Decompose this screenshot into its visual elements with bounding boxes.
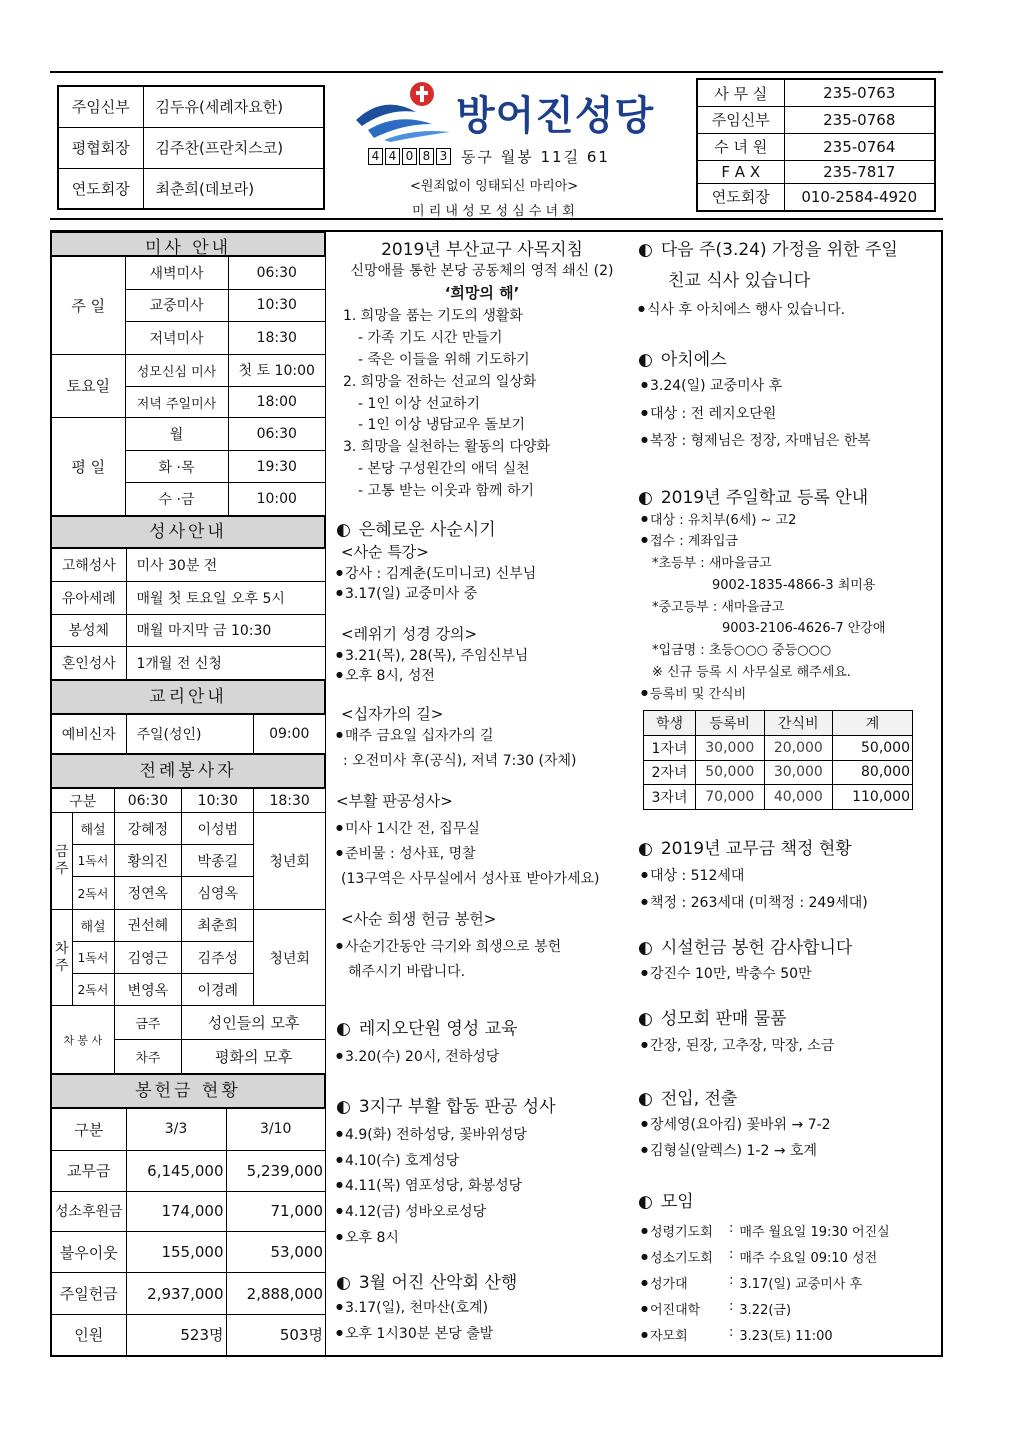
guide-line: - 죽은 이들을 위해 기도하기 xyxy=(358,352,530,368)
fee-amount: 30,000 xyxy=(696,735,765,760)
elementary-bank: *초등부 : 새마을금고 xyxy=(652,556,772,571)
contact-label: 사 무 실 xyxy=(697,79,784,107)
fee-amount: 20,000 xyxy=(764,735,833,760)
lent-title: ◐ 은혜로운 사순시기 xyxy=(336,515,496,540)
guide-line: - 본당 구성원간의 애덕 실천 xyxy=(358,461,530,477)
guide-line: - 1인 이상 냉담교우 돌보기 xyxy=(358,417,525,433)
contact-phone: 010-2584-4920 xyxy=(784,183,935,211)
server-name: 황의진 xyxy=(114,845,182,877)
meeting-time: 매주 월요일 19:30 어진실 xyxy=(739,1225,890,1240)
offering-label: 인원 xyxy=(52,1314,126,1355)
info-value: 최춘희(데보라) xyxy=(143,168,324,209)
postal-code xyxy=(368,148,451,165)
attendance-count: 523명 xyxy=(126,1314,226,1355)
meeting-group: ● 성소기도회 xyxy=(641,1247,729,1273)
district-line: ● 4.10(수) 호계성당 xyxy=(336,1150,459,1170)
elementary-account: 9002-1835-4866-3 최미용 xyxy=(712,578,876,593)
hiking-title: ◐ 3월 어진 산악회 산행 xyxy=(336,1268,517,1293)
offering-amount: 53,000 xyxy=(226,1231,325,1273)
school-receipt: ● 접수 : 계좌입금 xyxy=(641,530,738,549)
offering-amount: 2,888,000 xyxy=(226,1273,325,1315)
lectio-line: ● 오후 8시, 성전 xyxy=(336,665,435,685)
child-count: 2자녀 xyxy=(644,760,696,785)
server-name: 김주성 xyxy=(182,941,254,973)
meeting-row: ● 어진대학 : 3.22(금) xyxy=(641,1299,890,1325)
server-name: 이성범 xyxy=(182,813,254,845)
server-name: 박종길 xyxy=(182,845,254,877)
fee-total: 50,000 xyxy=(833,735,913,760)
meeting-title: ◐ 모임 xyxy=(638,1187,694,1212)
depositor-format: *입금명 : 초등○○○ 중등○○○ xyxy=(652,643,832,658)
mass-day: 주 일 xyxy=(52,257,125,355)
sacrament-name: 혼인성사 xyxy=(52,647,126,680)
mass-schedule-table xyxy=(52,256,325,516)
role: 해설 xyxy=(72,813,114,845)
server-name: 강혜정 xyxy=(114,813,182,845)
col-head: 구분 xyxy=(52,1109,126,1151)
sacrament-name: 유아세례 xyxy=(52,581,126,614)
contact-phone: 235-0764 xyxy=(784,133,935,160)
confession-title: <부활 판공성사> xyxy=(336,792,453,810)
family-sunday-title: ◐ 다음 주(3.24) 가정을 위한 주일 xyxy=(638,235,898,260)
sacrament-info: 1개월 전 신청 xyxy=(126,647,325,680)
fee-amount: 40,000 xyxy=(764,785,833,810)
fee-amount: 50,000 xyxy=(696,760,765,785)
sacrament-info: 미사 30분 전 xyxy=(126,549,325,582)
offering-amount: 155,000 xyxy=(126,1231,226,1273)
tithe-line: ● 책정 : 263세대 (미책정 : 249세대) xyxy=(641,892,868,912)
tithe-title: ◐ 2019년 교무금 책정 현황 xyxy=(638,834,852,859)
postal-digit: 8 xyxy=(419,148,434,165)
col-head: 구분 xyxy=(52,789,114,813)
child-count: 3자녀 xyxy=(644,785,696,810)
sacrifice-title: <사순 희생 헌금 봉헌> xyxy=(341,910,497,928)
offering-label: 주일헌금 xyxy=(52,1273,126,1315)
contact-phone: 235-0763 xyxy=(784,79,935,107)
meeting-time: 3.22(금) xyxy=(739,1303,792,1318)
sunday-school-title: ◐ 2019년 주일학교 등록 안내 xyxy=(638,483,868,508)
parish-logo-icon xyxy=(354,80,454,142)
contact-phone: 235-7817 xyxy=(784,160,935,183)
mass-name: 수 ·금 xyxy=(125,483,228,516)
legio-line: ● 3.20(수) 20시, 전하성당 xyxy=(336,1046,499,1066)
meeting-row: ● 성소기도회 : 매주 수요일 09:10 성전 xyxy=(641,1247,890,1273)
server-name: 심영옥 xyxy=(182,877,254,909)
tea-group: 평화의 모후 xyxy=(182,1040,325,1074)
doctrine-day: 주일(성인) xyxy=(126,715,253,754)
server-name: 김영근 xyxy=(114,941,182,973)
pastoral-theme: ‘희망의 해’ xyxy=(444,284,520,302)
attendance-count: 503명 xyxy=(226,1314,325,1355)
facility-title: ◐ 시설헌금 봉헌 감사합니다 xyxy=(638,933,852,958)
server-name: 변영옥 xyxy=(114,974,182,1006)
server-name: 정연옥 xyxy=(114,877,182,909)
doctrine-guide-title: 교리안내 xyxy=(52,680,325,714)
offering-amount: 174,000 xyxy=(126,1192,226,1232)
family-line: ● 식사 후 아치에스 행사 있습니다. xyxy=(638,299,845,319)
col-head: 간식비 xyxy=(764,711,833,736)
youth-group: 청년회 xyxy=(254,813,325,910)
role: 1독서 xyxy=(72,941,114,973)
col-head: 06:30 xyxy=(114,789,182,813)
contact-label: 연도회장 xyxy=(697,183,784,211)
meeting-list xyxy=(641,1221,890,1351)
meeting-time: 매주 수요일 09:10 성전 xyxy=(739,1251,878,1266)
religious-order: 미 리 내 성 모 성 심 수 녀 회 xyxy=(412,204,575,219)
postal-digit: 3 xyxy=(436,148,451,165)
mass-time: 10:00 xyxy=(228,483,325,516)
transfer-line: ● 김형실(알렉스) 1-2 → 호계 xyxy=(641,1140,817,1160)
col-head: 등록비 xyxy=(696,711,765,736)
mass-name: 저녁 주일미사 xyxy=(125,387,228,418)
lectio-line: ● 3.21(목), 28(목), 주임신부님 xyxy=(336,645,528,665)
patron-saint: <원죄없이 잉태되신 마리아> xyxy=(410,179,579,194)
info-label: 주임신부 xyxy=(58,86,143,127)
district-line: ● 4.12(금) 성바오로성당 xyxy=(336,1201,486,1221)
middle-high-bank: *중고등부 : 새마을금고 xyxy=(652,600,785,615)
mass-time: 첫 토 10:00 xyxy=(228,354,325,387)
mass-name: 성모신심 미사 xyxy=(125,354,228,387)
parish-name: 방어진성당 xyxy=(456,93,655,139)
server-name: 이경례 xyxy=(182,974,254,1006)
address-line xyxy=(368,146,610,166)
guide-line: - 1인 이상 선교하기 xyxy=(358,396,480,412)
lecture-line: ● 3.17(일) 교중미사 중 xyxy=(336,583,477,603)
fee-total: 80,000 xyxy=(833,760,913,785)
contact-table xyxy=(696,78,936,212)
school-target: ● 대상 : 유치부(6세) ~ 고2 xyxy=(641,509,796,528)
col-head: 학생 xyxy=(644,711,696,736)
mass-time: 18:00 xyxy=(228,387,325,418)
meeting-time: 3.23(토) 11:00 xyxy=(739,1329,833,1344)
offering-label: 성소후원금 xyxy=(52,1192,126,1232)
col-head: 18:30 xyxy=(254,789,325,813)
liturgy-server-title: 전례봉사자 xyxy=(52,754,325,788)
fee-title: ● 등록비 및 간식비 xyxy=(641,683,746,702)
fee-amount: 30,000 xyxy=(764,760,833,785)
mass-day: 평 일 xyxy=(52,418,125,516)
mass-name: 월 xyxy=(125,418,228,451)
fee-amount: 70,000 xyxy=(696,785,765,810)
sale-line: ● 간장, 된장, 고추장, 막장, 소금 xyxy=(641,1035,834,1055)
sacrament-info: 매월 첫 토요일 오후 5시 xyxy=(126,581,325,614)
district-line: ● 오후 8시 xyxy=(336,1227,399,1247)
fee-total: 110,000 xyxy=(833,785,913,810)
mass-name: 화 ·목 xyxy=(125,450,228,483)
cross-title: <십자가의 길> xyxy=(341,705,444,723)
meeting-group: ● 성가대 xyxy=(641,1273,729,1299)
offering-amount: 2,937,000 xyxy=(126,1273,226,1315)
postal-digit: 4 xyxy=(368,148,383,165)
tithe-line: ● 대상 : 512세대 xyxy=(641,865,744,885)
week-label: 금주 xyxy=(114,1006,182,1040)
mass-time: 19:30 xyxy=(228,450,325,483)
sacrament-name: 봉성체 xyxy=(52,614,126,647)
meeting-row: ● 자모회 : 3.23(토) 11:00 xyxy=(641,1325,890,1351)
registration-note: ※ 신규 등록 시 사무실로 해주세요. xyxy=(652,665,851,680)
server-name: 최춘희 xyxy=(182,909,254,941)
role: 해설 xyxy=(72,909,114,941)
transfer-line: ● 장세영(요아킴) 꽃바위 → 7-2 xyxy=(641,1114,831,1134)
hiking-line: ● 3.17(일), 천마산(호계) xyxy=(336,1297,488,1317)
district-line: ● 4.11(목) 염포성당, 화봉성당 xyxy=(336,1175,522,1195)
confession-line: (13구역은 사무실에서 성사표 받아가세요) xyxy=(341,871,600,887)
offering-label: 교무금 xyxy=(52,1150,126,1192)
district-line: ● 4.9(화) 전하성당, 꽃바위성당 xyxy=(336,1124,527,1144)
mass-time: 10:30 xyxy=(228,289,325,322)
week-label: 차주 xyxy=(114,1040,182,1074)
mass-time: 06:30 xyxy=(228,257,325,290)
header-bottom-rule xyxy=(50,218,943,220)
postal-digit: 0 xyxy=(402,148,417,165)
header-top-rule xyxy=(50,71,943,73)
guide-line: - 가족 기도 시간 만들기 xyxy=(358,330,503,346)
pastoral-subtitle: 신망애를 통한 본당 공동체의 영적 쇄신 (2) xyxy=(350,263,614,279)
meeting-row: ● 성령기도회 : 매주 월요일 19:30 어진실 xyxy=(641,1221,890,1247)
mass-name: 새벽미사 xyxy=(125,257,228,290)
info-label: 연도회장 xyxy=(58,168,143,209)
cross-line: ● 매주 금요일 십자가의 길 xyxy=(336,725,494,745)
sacrifice-line: 해주시기 바랍니다. xyxy=(348,964,466,980)
offering-table xyxy=(52,1108,325,1355)
lectio-title: <레위기 성경 강의> xyxy=(341,625,478,643)
sacrament-info: 매월 마지막 금 10:30 xyxy=(126,614,325,647)
tea-group: 성인들의 모후 xyxy=(182,1006,325,1040)
week-label: 차주 xyxy=(52,909,72,1006)
offering-amount: 6,145,000 xyxy=(126,1150,226,1192)
meeting-group: ● 성령기도회 xyxy=(641,1221,729,1247)
col-head: 3/3 xyxy=(126,1109,226,1151)
contact-phone: 235-0768 xyxy=(784,107,935,134)
week-label: 금주 xyxy=(52,813,72,910)
mass-day: 토요일 xyxy=(52,354,125,418)
confession-line: ● 미사 1시간 전, 집무실 xyxy=(336,818,480,838)
hiking-line: ● 오후 1시30분 본당 출발 xyxy=(336,1323,493,1343)
server-name: 권선혜 xyxy=(114,909,182,941)
doctrine-time: 09:00 xyxy=(253,715,325,754)
guide-line: 3. 희망을 실천하는 활동의 다양화 xyxy=(343,439,550,455)
doctrine-table xyxy=(52,714,325,754)
guide-line: - 고통 받는 이웃과 함께 하기 xyxy=(358,483,535,499)
confession-line: ● 준비물 : 성사표, 명찰 xyxy=(336,843,476,863)
lecture-title: <사순 특강> xyxy=(341,543,429,561)
offering-label: 불우이웃 xyxy=(52,1231,126,1273)
col-head: 10:30 xyxy=(182,789,254,813)
sale-title: ◐ 성모회 판매 물품 xyxy=(638,1004,787,1029)
meeting-time: 3.17(일) 교중미사 후 xyxy=(739,1277,863,1292)
district-title: ◐ 3지구 부활 합동 판공 성사 xyxy=(336,1092,556,1117)
acies-title: ◐ 아치에스 xyxy=(638,345,727,370)
info-value: 김두유(세례자요한) xyxy=(143,86,324,127)
family-sunday-title-2: 친교 식사 있습니다 xyxy=(668,271,811,291)
youth-group: 청년회 xyxy=(254,909,325,1006)
liturgy-server-table xyxy=(52,788,325,1074)
mass-time: 18:30 xyxy=(228,322,325,355)
left-info-table xyxy=(57,85,325,210)
middle-high-account: 9003-2106-4626-7 안강애 xyxy=(722,621,886,636)
sacrament-name: 고해성사 xyxy=(52,549,126,582)
left-column xyxy=(52,232,325,1355)
acies-line: ● 대상 : 전 레지오단원 xyxy=(641,403,776,423)
mass-guide-title: 미사 안내 xyxy=(52,232,325,256)
mass-time: 06:30 xyxy=(228,418,325,451)
contact-label: 수 녀 원 xyxy=(697,133,784,160)
info-value: 김주찬(프란치스코) xyxy=(143,127,324,168)
contact-label: F A X xyxy=(697,160,784,183)
contact-label: 주임신부 xyxy=(697,107,784,134)
meeting-group: ● 자모회 xyxy=(641,1325,729,1351)
pastoral-title: 2019년 부산교구 사목지침 xyxy=(381,240,583,260)
guide-line: 2. 희망을 전하는 선교의 일상화 xyxy=(343,374,537,390)
col-head: 계 xyxy=(833,711,913,736)
acies-line: ● 3.24(일) 교중미사 후 xyxy=(641,375,782,395)
offering-amount: 71,000 xyxy=(226,1192,325,1232)
facility-line: ● 강진수 10만, 박충수 50만 xyxy=(641,963,812,983)
role: 2독서 xyxy=(72,877,114,909)
sacrament-guide-title: 성사안내 xyxy=(52,516,325,548)
acies-line: ● 복장 : 형제님은 정장, 자매님은 한복 xyxy=(641,430,871,450)
offering-title: 봉헌금 현황 xyxy=(52,1074,325,1108)
meeting-group: ● 어진대학 xyxy=(641,1299,729,1325)
mass-name: 저녁미사 xyxy=(125,322,228,355)
sacrifice-line: ● 사순기간동안 극기와 희생으로 봉헌 xyxy=(336,936,561,956)
role: 1독서 xyxy=(72,845,114,877)
sacrament-table xyxy=(52,548,325,680)
col-head: 3/10 xyxy=(226,1109,325,1151)
lecture-line: ● 강사 : 김계춘(도미니코) 신부님 xyxy=(336,563,536,583)
postal-digit: 4 xyxy=(385,148,400,165)
legio-title: ◐ 레지오단원 영성 교육 xyxy=(336,1014,517,1039)
doctrine-label: 예비신자 xyxy=(52,715,126,754)
address: 동구 월봉 11길 61 xyxy=(461,147,610,166)
offering-amount: 5,239,000 xyxy=(226,1150,325,1192)
guide-line: 1. 희망을 품는 기도의 생활화 xyxy=(343,308,523,324)
info-label: 평협회장 xyxy=(58,127,143,168)
meeting-row: ● 성가대 : 3.17(일) 교중미사 후 xyxy=(641,1273,890,1299)
fee-table xyxy=(643,710,913,810)
mass-name: 교중미사 xyxy=(125,289,228,322)
role: 2독서 xyxy=(72,974,114,1006)
child-count: 1자녀 xyxy=(644,735,696,760)
cross-line: : 오전미사 후(공식), 저녁 7:30 (자체) xyxy=(343,753,577,769)
transfer-title: ◐ 전입, 전출 xyxy=(638,1084,737,1109)
tea-service-label: 차 봉 사 xyxy=(52,1006,114,1074)
column-divider xyxy=(325,230,326,1357)
